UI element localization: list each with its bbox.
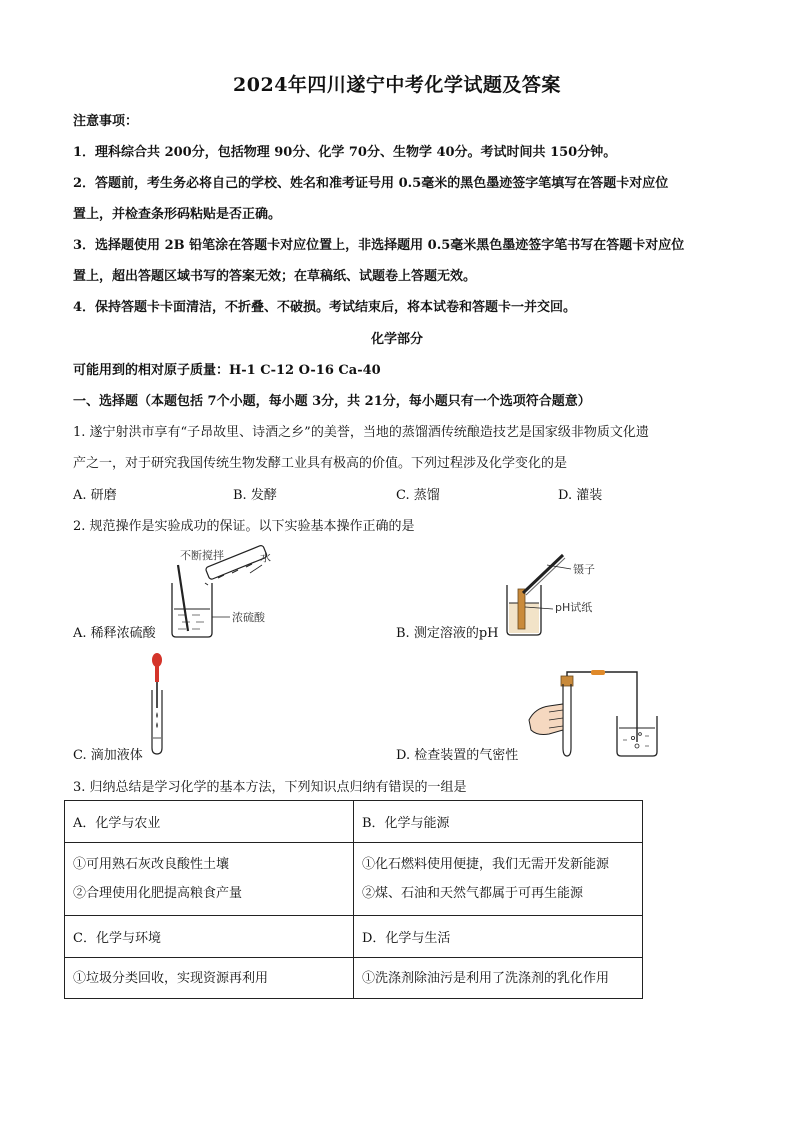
tweezers — [523, 555, 563, 593]
a-item: ①可用熟石灰改良酸性土壤 — [73, 857, 230, 872]
figure-dropper — [143, 650, 173, 758]
figure-airtightness — [525, 668, 685, 760]
q1-option-a: A. 研磨 — [73, 488, 117, 503]
figure-measure-ph — [485, 545, 605, 640]
test-tube — [563, 684, 571, 756]
cell-c-title: C．化学与环境 — [65, 916, 354, 958]
notice-item: 2．答题前，考生务必将自己的学校、姓名和准考证号用 0.5毫米的黑色墨迹签字笔填写在答题卡对应位 — [73, 176, 669, 191]
b-item: ②煤、石油和天然气都属于可再生能源 — [362, 886, 584, 901]
liquid-hatch — [178, 615, 204, 629]
q2-stem: 2. 规范操作是实验成功的保证。以下实验基本操作正确的是 — [73, 519, 415, 534]
cell-b-items — [354, 843, 643, 916]
part-heading: 一、选择题（本题包括 7个小题，每小题 3分，共 21分，每小题只有一个选项符合题意） — [73, 394, 591, 409]
cell-d-items — [354, 958, 643, 999]
notice-item: 1．理科综合共 200分，包括物理 90分、化学 70分、生物学 40分。考试时间共 150分钟。 — [73, 145, 617, 160]
label-stirring: 不断搅拌 — [180, 549, 224, 562]
q3-stem: 3. 归纳总结是学习化学的基本方法，下列知识点归纳有错误的一组是 — [73, 780, 467, 795]
a-item: ②合理使用化肥提高粮食产量 — [73, 886, 243, 901]
q1-option-b: B. 发酵 — [233, 488, 277, 503]
cell-a-items — [65, 843, 354, 916]
page-title: 2024年四川遂宁中考化学试题及答案 — [233, 74, 561, 96]
q2-option-a: A. 稀释浓硫酸 — [73, 626, 156, 641]
q2-option-b: B. 测定溶液的pH — [396, 626, 499, 641]
dropper-bulb — [152, 653, 162, 667]
d-item: ①洗涤剂除油污是利用了洗涤剂的乳化作用 — [362, 970, 610, 986]
cell-a-title: A．化学与农业 — [65, 801, 354, 843]
stirring-rod — [178, 565, 188, 631]
q1-option-c: C. 蒸馏 — [396, 488, 440, 503]
label-ph-paper: pH试纸 — [555, 601, 593, 614]
rubber-tube — [591, 670, 605, 675]
atomic-masses: 可能用到的相对原子质量：H-1 C-12 O-16 Ca-40 — [73, 363, 381, 378]
label-water: 水 — [260, 551, 271, 564]
notice-item: 3．选择题使用 2B 铅笔涂在答题卡对应位置上，非选择题用 0.5毫米黑色墨迹签字笔书写在答题卡对应位 — [73, 238, 685, 253]
q1-option-d: D. 灌装 — [558, 488, 603, 503]
hand — [529, 704, 563, 735]
q3-table — [64, 800, 643, 999]
q2-option-d: D. 检查装置的气密性 — [396, 748, 519, 763]
cell-d-title: D．化学与生活 — [354, 916, 643, 958]
cell-c-items — [65, 958, 354, 999]
delivery-tube — [567, 672, 637, 742]
cell-b-title: B．化学与能源 — [354, 801, 643, 843]
q1-stem-line1: 1. 遂宁射洪市享有“子昂故里、诗酒之乡”的美誉，当地的蒸馏酒传统酿造技艺是国家级非物质文化遗 — [73, 425, 649, 440]
ph-paper — [518, 589, 525, 629]
notice-item: 4．保持答题卡卡面清洁，不折叠、不破损。考试结束后，将本试卷和答题卡一并交回。 — [73, 300, 577, 315]
label-tweezers: 镊子 — [573, 563, 595, 576]
section-heading: 化学部分 — [370, 332, 423, 347]
figure-dilute-acid — [150, 545, 310, 640]
label-acid: 浓硫酸 — [232, 611, 265, 624]
q2-option-c: C. 滴加液体 — [73, 748, 143, 763]
notice-item: 置上，超出答题区域书写的答案无效；在草稿纸、试题卷上答题无效。 — [73, 269, 477, 284]
q1-stem-line2: 产之一，对于研究我国传统生物发酵工业具有极高的价值。下列过程涉及化学变化的是 — [73, 456, 568, 471]
c-item: ①垃圾分类回收，实现资源再利用 — [73, 970, 269, 986]
notice-item: 置上，并检查条形码粘贴是否正确。 — [73, 207, 282, 222]
b-item: ①化石燃料使用便捷，我们无需开发新能源 — [362, 857, 610, 872]
label-leader — [250, 565, 262, 573]
notice-heading: 注意事项： — [73, 114, 139, 129]
